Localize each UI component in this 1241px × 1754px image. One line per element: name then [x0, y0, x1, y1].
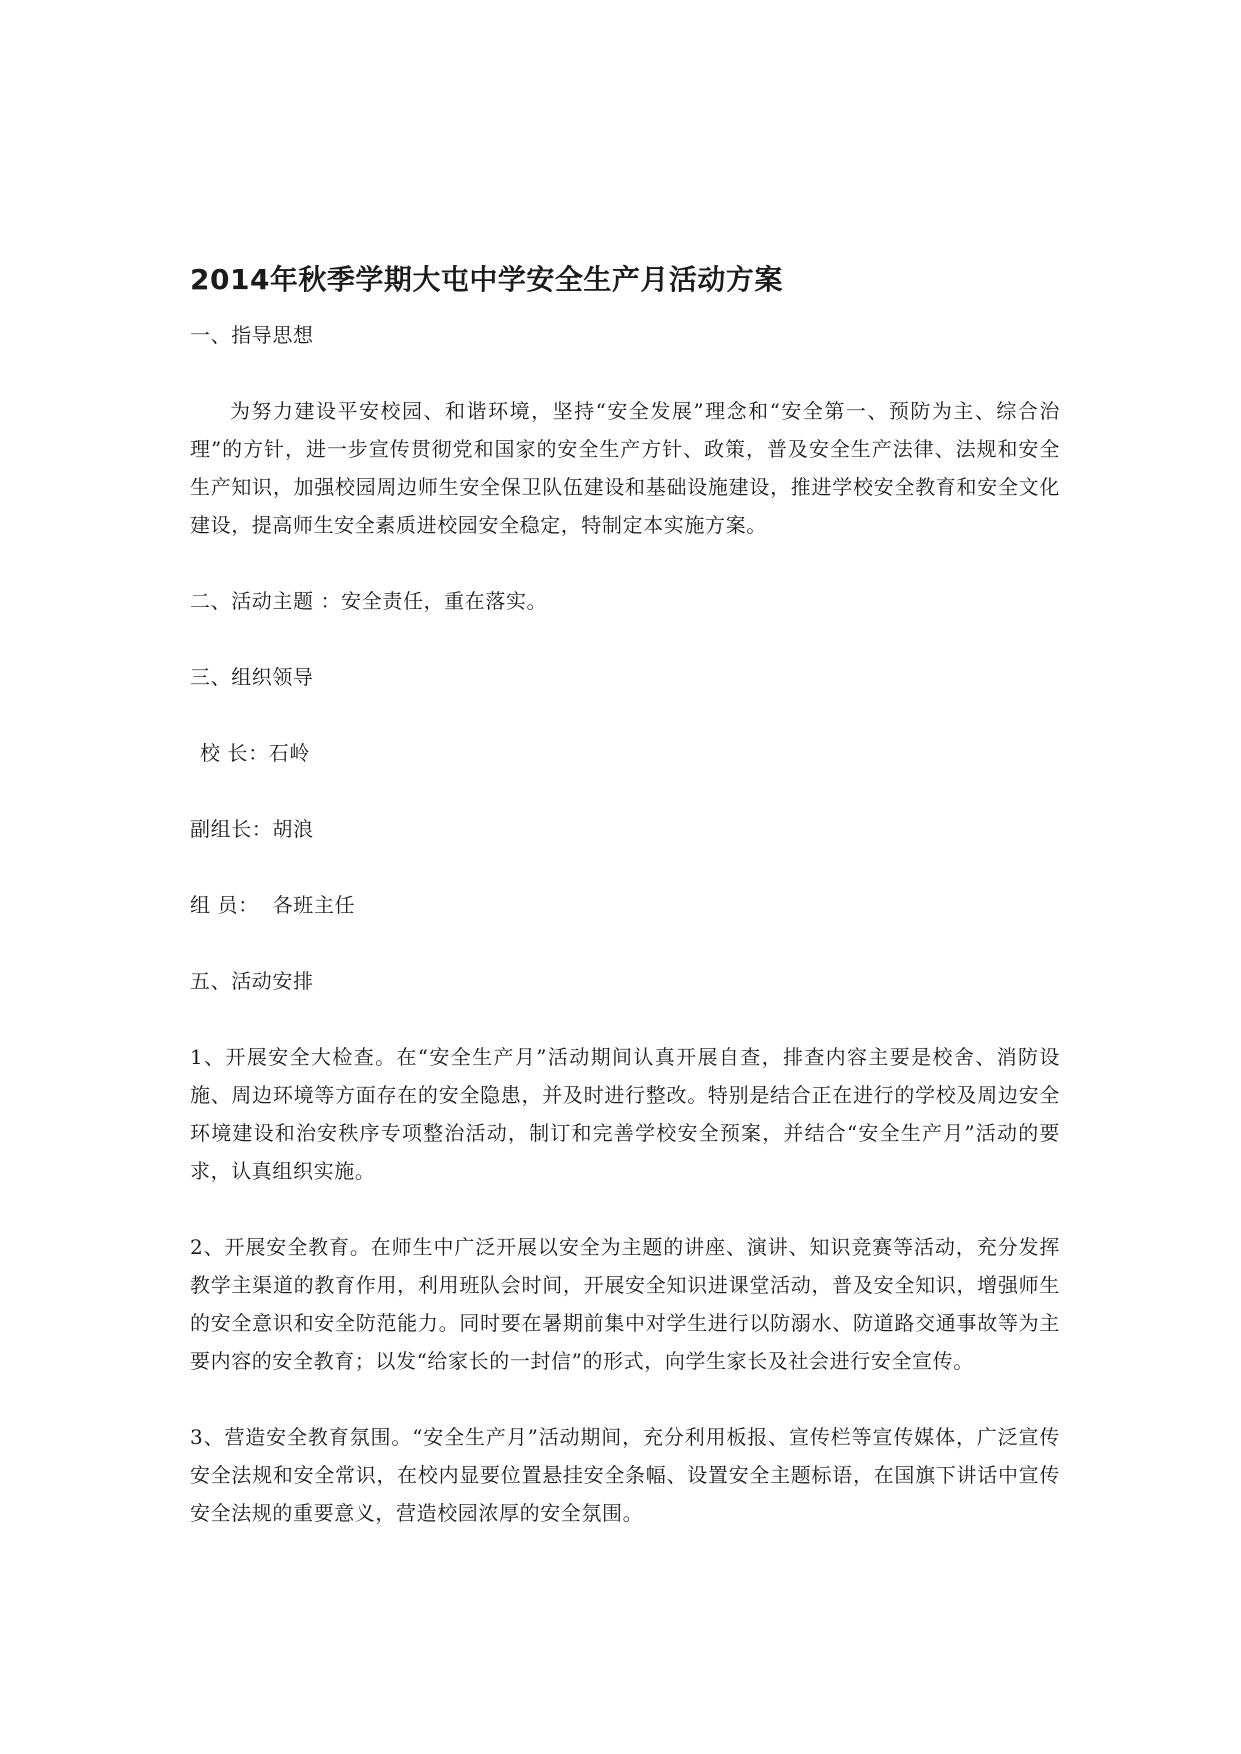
arrangement-item-2: 2、开展安全教育。在师生中广泛开展以安全为主题的讲座、演讲、知识竞赛等活动，充分发挥教学主渠道的教育作用，利用班队会时间，开展安全知识进课堂活动，普及安全知识，增强师生的安全意识和安全防范能力。同时要在暑期前集中对学生进行以防溺水、防道路交通事故等为主要内容的安全教育；以发“给家长的一封信”的形式，向学生家长及社会进行安全宣传。: [190, 1235, 1060, 1373]
section-heading-guiding-ideology: 一、指导思想: [190, 323, 314, 347]
document-content: [190, 260, 1060, 1532]
document-title: 2014年秋季学期大屯中学安全生产月活动方案: [190, 263, 783, 296]
section-heading-theme: 二、活动主题 ：安全责任，重在落实。: [190, 589, 548, 613]
leader-line: 校 长：石岭: [200, 741, 310, 765]
members-line: 组 员： 各班主任: [190, 893, 356, 917]
section-heading-arrangement: 五、活动安排: [190, 969, 314, 993]
deputy-line: 副组长：胡浪: [190, 817, 314, 841]
section-heading-organization: 三、组织领导: [190, 665, 314, 689]
arrangement-item-3: 3、营造安全教育氛围。“安全生产月”活动期间，充分利用板报、宣传栏等宣传媒体，广泛宣传安全法规和安全常识，在校内显要位置悬挂安全条幅、设置安全主题标语，在国旗下讲话中宣传安全法规的重要意义，营造校园浓厚的安全氛围。: [190, 1425, 1060, 1525]
arrangement-item-1: 1、开展安全大检查。在“安全生产月”活动期间认真开展自查，排查内容主要是校舍、消防设施、周边环境等方面存在的安全隐患，并及时进行整改。特别是结合正在进行的学校及周边安全环境建设和治安秩序专项整治活动，制订和完善学校安全预案，并结合“安全生产月”活动的要求，认真组织实施。: [190, 1045, 1060, 1183]
section-body-guiding-ideology: 为努力建设平安校园、和谐环境，坚持“安全发展”理念和“安全第一、预防为主、综合治理”的方针，进一步宣传贯彻党和国家的安全生产方针、政策，普及安全生产法律、法规和安全生产知识，加强校园周边师生安全保卫队伍建设和基础设施建设，推进学校安全教育和安全文化建设，提高师生安全素质进校园安全稳定，特制定本实施方案。: [190, 399, 1060, 537]
